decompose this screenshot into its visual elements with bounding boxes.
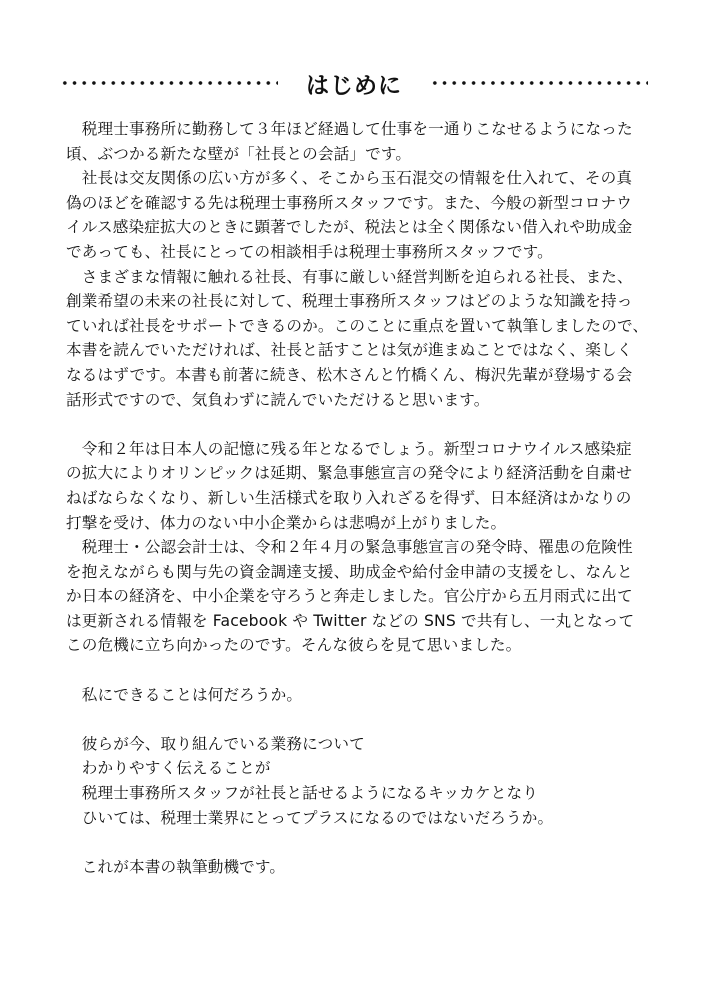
text-line: 創業希望の未来の社長に対して、税理士事務所スタッフはどのような知識を持っ bbox=[66, 292, 633, 311]
text-line: 本書を読んでいただければ、社長と話すことは気が進まぬことではなく、楽しく bbox=[66, 341, 633, 360]
text-line: 頃、ぶつかる新たな壁が「社長との会話」です。 bbox=[66, 144, 412, 163]
section-heading bbox=[60, 66, 648, 100]
text-line: 税理士事務所スタッフが社長と話せるようになるキッカケとなり bbox=[66, 784, 539, 803]
heading-title: はじめに bbox=[306, 72, 402, 99]
text-line: わかりやすく伝えることが bbox=[66, 759, 271, 778]
text-line: ひいては、税理士業界にとってプラスになるのではないだろうか。 bbox=[66, 808, 554, 827]
text-line: さまざまな情報に触れる社長、有事に厳しい経営判断を迫られる社長、また、 bbox=[66, 267, 633, 286]
blank-line bbox=[66, 830, 646, 855]
blank-line bbox=[66, 658, 646, 683]
dotted-rule-right bbox=[430, 80, 648, 86]
text-line: は更新される情報を Facebook や Twitter などの SNS で共有し、一丸となって bbox=[66, 611, 635, 630]
text-line: ていれば社長をサポートできるのか。このことに重点を置いて執筆しましたので、 bbox=[66, 316, 649, 335]
text-line: を抱えながらも関与先の資金調達支援、助成金や給付金申請の支援をし、なんと bbox=[66, 562, 633, 581]
text-line: なるはずです。本書も前著に続き、松木さんと竹橋くん、梅沢先輩が登場する会 bbox=[66, 365, 633, 384]
text-line: 彼らが今、取り組んでいる業務について bbox=[66, 734, 365, 753]
dotted-rule-left bbox=[60, 80, 278, 86]
text-line: 税理士事務所に勤務して３年ほど経過して仕事を一通りこなせるようになった bbox=[66, 120, 633, 138]
text-line: これが本書の執筆動機です。 bbox=[66, 857, 286, 876]
text-line: の拡大によりオリンピックは延期、緊急事態宣言の発令により経済活動を自粛せ bbox=[66, 464, 633, 483]
blank-line bbox=[66, 707, 646, 732]
body-text bbox=[66, 117, 649, 879]
text-line: ねばならなくなり、新しい生活様式を取り入れざるを得ず、日本経済はかなりの bbox=[66, 488, 632, 507]
text-line: この危機に立ち向かったのです。そんな彼らを見て思いました。 bbox=[66, 636, 522, 655]
text-line: であっても、社長にとっての相談相手は税理士事務所スタッフです。 bbox=[66, 242, 553, 261]
text-line: 話形式ですので、気負わずに読んでいただけると思います。 bbox=[66, 390, 490, 409]
text-line: 令和２年は日本人の記憶に残る年となるでしょう。新型コロナウイルス感染症 bbox=[66, 439, 632, 458]
text-line: 偽のほどを確認する先は税理士事務所スタッフです。また、今般の新型コロナウ bbox=[66, 193, 632, 212]
text-line: 税理士・公認会計士は、令和２年４月の緊急事態宣言の発令時、罹患の危険性 bbox=[66, 538, 633, 557]
blank-line bbox=[66, 412, 646, 437]
text-line: 私にできることは何だろうか。 bbox=[66, 685, 303, 704]
text-line: 打撃を受け、体力のない中小企業からは悲鳴が上がりました。 bbox=[66, 513, 507, 532]
text-line: イルス感染症拡大のときに顕著でしたが、税法とは全く関係ない借入れや助成金 bbox=[66, 218, 633, 237]
text-line: か日本の経済を、中小企業を守ろうと奔走しました。官公庁から五月雨式に出て bbox=[66, 587, 633, 606]
text-line: 社長は交友関係の広い方が多く、そこから玉石混交の情報を仕入れて、その真 bbox=[66, 169, 633, 188]
